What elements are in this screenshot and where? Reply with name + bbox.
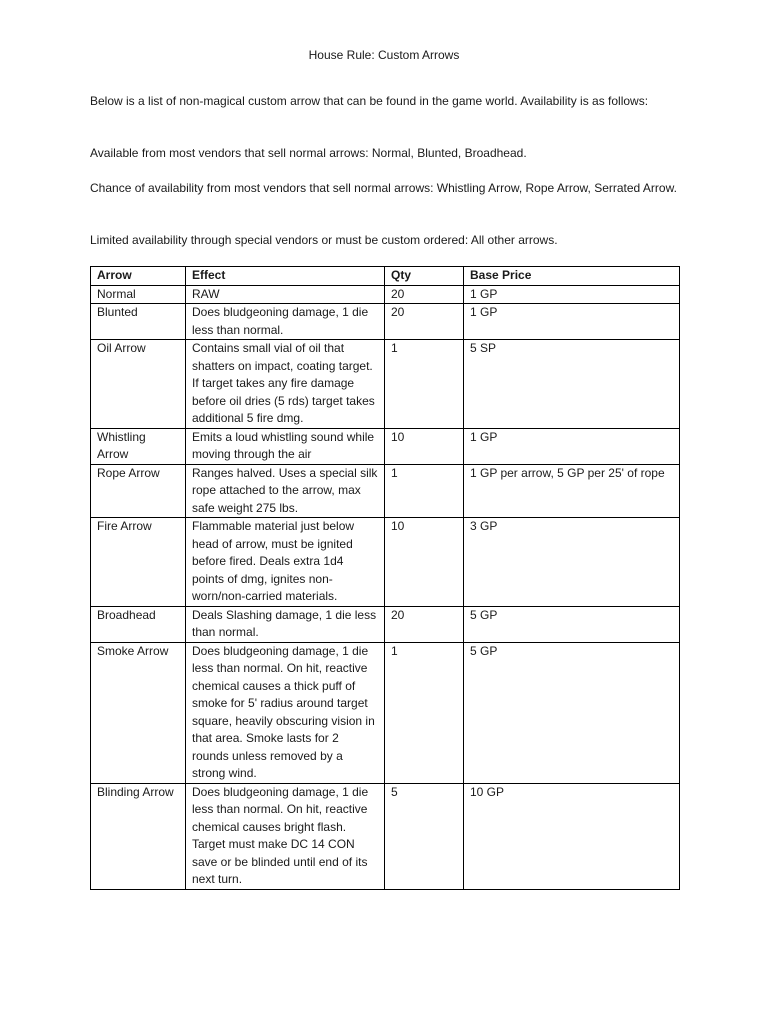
header-price: Base Price <box>464 267 680 286</box>
header-effect: Effect <box>186 267 385 286</box>
cell-qty: 1 <box>385 464 464 518</box>
available-paragraph: Available from most vendors that sell normal arrows: Normal, Blunted, Broadhead. <box>90 146 527 160</box>
cell-qty: 10 <box>385 428 464 464</box>
table-row <box>91 340 680 429</box>
cell-qty: 20 <box>385 285 464 304</box>
cell-arrow: Normal <box>91 285 186 304</box>
table-row <box>91 464 680 518</box>
cell-effect: Does bludgeoning damage, 1 die less than normal. On hit, reactive chemical causes a thick puff of smoke for 5' radius around target square, heavily obscuring vision in that area. Smoke lasts for 2 rounds unless removed by a strong wind. <box>186 642 385 783</box>
cell-qty: 20 <box>385 606 464 642</box>
cell-price: 5 GP <box>464 642 680 783</box>
table-row <box>91 606 680 642</box>
cell-price: 1 GP <box>464 304 680 340</box>
table-row <box>91 304 680 340</box>
table-row <box>91 285 680 304</box>
cell-effect: Deals Slashing damage, 1 die less than normal. <box>186 606 385 642</box>
cell-effect: Emits a loud whistling sound while moving through the air <box>186 428 385 464</box>
table-row <box>91 518 680 607</box>
cell-price: 10 GP <box>464 783 680 889</box>
cell-arrow: Blinding Arrow <box>91 783 186 889</box>
cell-price: 5 GP <box>464 606 680 642</box>
chance-paragraph: Chance of availability from most vendors that sell normal arrows: Whistling Arrow, Rope Arrow, Serrated Arrow. <box>90 181 677 195</box>
cell-qty: 1 <box>385 642 464 783</box>
cell-price: 1 GP <box>464 428 680 464</box>
cell-arrow: Broadhead <box>91 606 186 642</box>
table-header-row <box>91 267 680 286</box>
cell-price: 3 GP <box>464 518 680 607</box>
cell-qty: 1 <box>385 340 464 429</box>
cell-effect: Contains small vial of oil that shatters on impact, coating target. If target takes any fire damage before oil dries (5 rds) target takes additional 5 fire dmg. <box>186 340 385 429</box>
cell-arrow: Oil Arrow <box>91 340 186 429</box>
table-row <box>91 642 680 783</box>
table-row <box>91 783 680 889</box>
limited-paragraph: Limited availability through special vendors or must be custom ordered: All other arrows. <box>90 233 558 247</box>
cell-qty: 20 <box>385 304 464 340</box>
cell-arrow: Fire Arrow <box>91 518 186 607</box>
cell-effect: Ranges halved. Uses a special silk rope attached to the arrow, max safe weight 275 lbs. <box>186 464 385 518</box>
cell-arrow: Whistling Arrow <box>91 428 186 464</box>
cell-effect: Flammable material just below head of arrow, must be ignited before fired. Deals extra 1d4 points of dmg, ignites non-worn/non-carried materials. <box>186 518 385 607</box>
cell-effect: Does bludgeoning damage, 1 die less than normal. On hit, reactive chemical causes bright flash. Target must make DC 14 CON save or be blinded until end of its next turn. <box>186 783 385 889</box>
header-arrow: Arrow <box>91 267 186 286</box>
intro-paragraph: Below is a list of non-magical custom arrow that can be found in the game world. Availability is as follows: <box>90 94 649 108</box>
cell-arrow: Rope Arrow <box>91 464 186 518</box>
cell-price: 5 SP <box>464 340 680 429</box>
cell-effect: Does bludgeoning damage, 1 die less than normal. <box>186 304 385 340</box>
cell-arrow: Blunted <box>91 304 186 340</box>
cell-qty: 10 <box>385 518 464 607</box>
header-qty: Qty <box>385 267 464 286</box>
cell-price: 1 GP per arrow, 5 GP per 25' of rope <box>464 464 680 518</box>
cell-effect: RAW <box>186 285 385 304</box>
arrows-table <box>90 266 680 890</box>
cell-qty: 5 <box>385 783 464 889</box>
cell-arrow: Smoke Arrow <box>91 642 186 783</box>
document-title: House Rule: Custom Arrows <box>308 48 460 62</box>
table-row <box>91 428 680 464</box>
cell-price: 1 GP <box>464 285 680 304</box>
